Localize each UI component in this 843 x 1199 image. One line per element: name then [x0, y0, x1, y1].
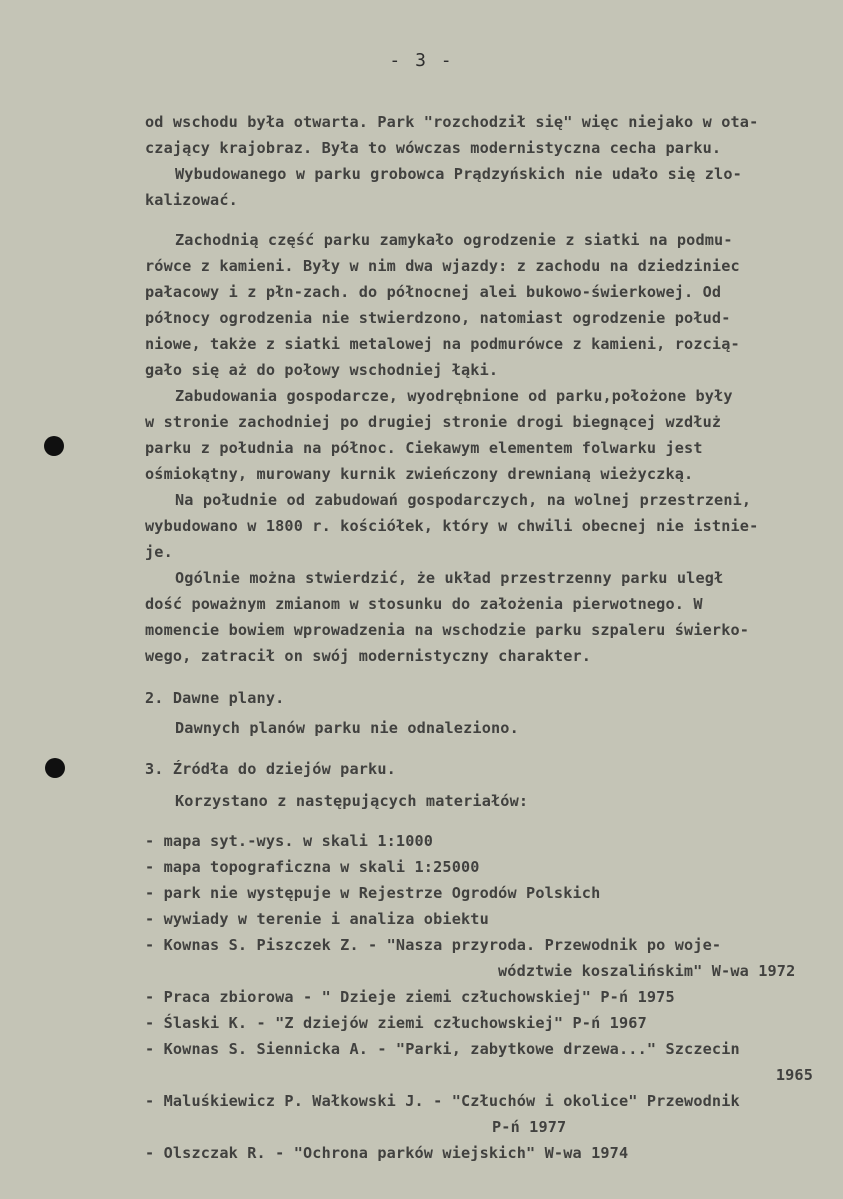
source-item: - Praca zbiorowa - " Dzieje ziemi człuchowskiej" P-ń 1975	[145, 988, 675, 1006]
section-heading-plans: 2. Dawne plany.	[145, 689, 285, 707]
source-item: - Kownas S. Siennicka A. - "Parki, zabytkowe drzewa..." Szczecin	[145, 1040, 740, 1058]
body-line: Wybudowanego w parku grobowca Prądzyńskich nie udało się zlo-	[175, 165, 742, 183]
body-line: północy ogrodzenia nie stwierdzono, natomiast ogrodzenie połud-	[145, 309, 731, 327]
source-item: - Maluśkiewicz P. Wałkowski J. - "Człuchów i okolice" Przewodnik	[145, 1092, 740, 1110]
source-item: - wywiady w terenie i analiza obiektu	[145, 910, 489, 928]
source-item: - park nie występuje w Rejestrze Ogrodów Polskich	[145, 884, 601, 902]
body-line: kalizować.	[145, 191, 238, 209]
section-heading-sources: 3. Źródła do dziejów parku.	[145, 760, 396, 778]
source-item: - mapa syt.-wys. w skali 1:1000	[145, 832, 434, 850]
source-item: - mapa topograficzna w skali 1:25000	[145, 858, 480, 876]
body-line: Ogólnie można stwierdzić, że układ przestrzenny parku uległ	[175, 569, 724, 587]
body-line: Zabudowania gospodarcze, wyodrębnione od parku,położone były	[175, 387, 733, 405]
source-item: - Kownas S. Piszczek Z. - "Nasza przyroda. Przewodnik po woje-	[145, 936, 722, 954]
body-line: momencie bowiem wprowadzenia na wschodzie parku szpaleru świerko-	[145, 621, 750, 639]
source-item-continuation: P-ń 1977	[492, 1118, 567, 1136]
source-item-continuation: 1965	[775, 1066, 813, 1084]
body-line: wego, zatracił on swój modernistyczny charakter.	[145, 647, 592, 665]
punch-hole-top	[44, 436, 64, 456]
source-item: - Ślaski K. - "Z dziejów ziemi człuchowskiej" P-ń 1967	[145, 1014, 647, 1032]
punch-hole-bottom	[45, 758, 65, 778]
body-line: rówce z kamieni. Były w nim dwa wjazdy: z zachodu na dziedziniec	[145, 257, 740, 275]
source-item: - Olszczak R. - "Ochrona parków wiejskich" W-wa 1974	[145, 1144, 629, 1162]
body-line: Zachodnią część parku zamykało ogrodzenie z siatki na podmu-	[175, 231, 733, 249]
body-line: Na południe od zabudowań gospodarczych, na wolnej przestrzeni,	[175, 491, 752, 509]
body-line: w stronie zachodniej po drugiej stronie drogi biegnącej wzdłuż	[145, 413, 722, 431]
body-line: ośmiokątny, murowany kurnik zwieńczony drewnianą wieżyczką.	[145, 465, 694, 483]
body-line: czający krajobraz. Była to wówczas modernistyczna cecha parku.	[145, 139, 722, 157]
plans-text: Dawnych planów parku nie odnaleziono.	[175, 719, 519, 737]
page-number: - 3 -	[389, 50, 454, 71]
sources-intro: Korzystano z następujących materiałów:	[175, 792, 529, 810]
body-line: od wschodu była otwarta. Park "rozchodził się" więc niejako w ota-	[145, 113, 759, 131]
body-line: pałacowy i z płn-zach. do północnej alei bukowo-świerkowej. Od	[145, 283, 722, 301]
body-line: niowe, także z siatki metalowej na podmurówce z kamieni, rozcią-	[145, 335, 740, 353]
body-line: wybudowano w 1800 r. kościółek, który w chwili obecnej nie istnie-	[145, 517, 759, 535]
body-line: gało się aż do połowy wschodniej łąki.	[145, 361, 499, 379]
body-line: je.	[145, 543, 173, 561]
body-line: dość poważnym zmianom w stosunku do założenia pierwotnego. W	[145, 595, 703, 613]
source-item-continuation: wództwie koszalińskim" W-wa 1972	[498, 962, 796, 980]
body-line: parku z południa na północ. Ciekawym elementem folwarku jest	[145, 439, 703, 457]
